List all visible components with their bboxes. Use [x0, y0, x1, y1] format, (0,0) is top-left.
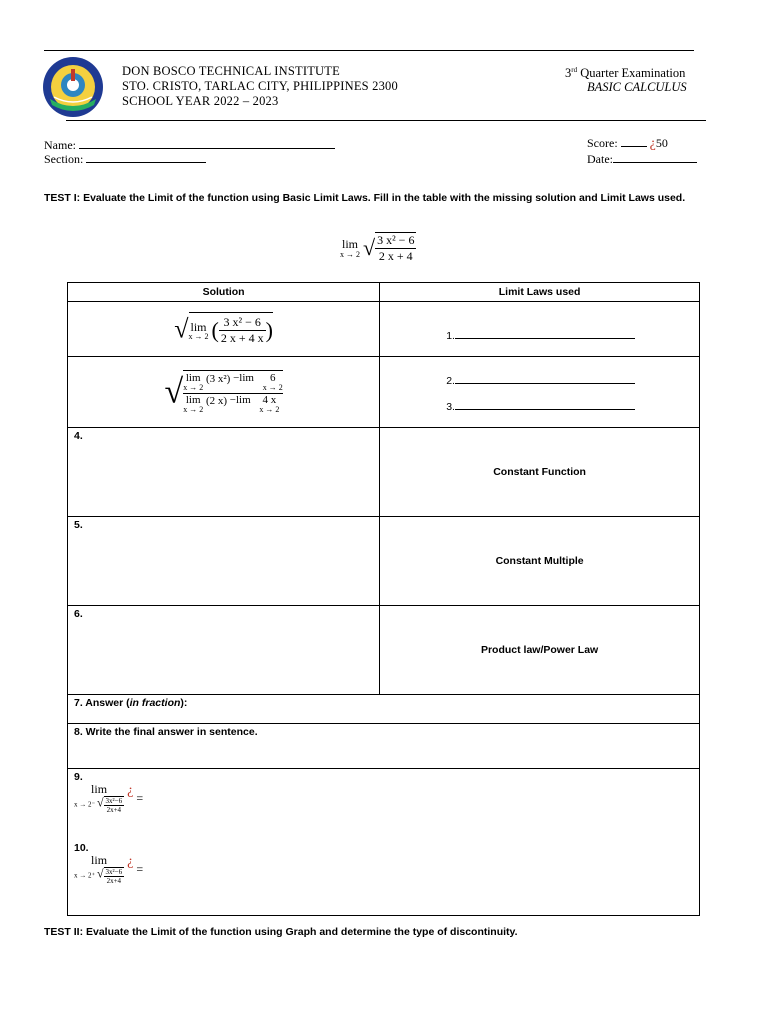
limit-law-2[interactable]: 2. — [446, 375, 699, 387]
school-year: SCHOOL YEAR 2022 – 2023 — [122, 94, 279, 108]
answer-sentence-row[interactable]: 8. Write the final answer in sentence. — [68, 724, 700, 769]
solution-step-5[interactable]: 5. — [68, 517, 380, 606]
one-sided-limits-row[interactable] — [68, 769, 700, 916]
item-9-expression: lim x → 2⁻ √ $\frac{\text{3x²−6}}{2x+4}$ ¿ = — [74, 782, 144, 814]
exam-subject: BASIC CALCULUS — [587, 80, 687, 94]
limit-law-4: Constant Function — [380, 428, 700, 517]
item-10-label: 10. — [74, 842, 89, 854]
limit-law-5: Constant Multiple — [380, 517, 700, 606]
limit-laws-table — [67, 282, 700, 916]
solution-step-1: √ lim x → 2 ( $\frac{\text{3 x² − 6}}{2 x + 4 x}$ ) — [68, 302, 380, 357]
answer-fraction-row[interactable]: 7. Answer (in fraction): — [68, 695, 700, 724]
school-logo — [40, 55, 106, 119]
limit-law-1[interactable]: 1. — [380, 302, 700, 357]
item-9-label: 9. — [74, 771, 83, 783]
section-field[interactable]: Section: — [44, 152, 206, 167]
solution-step-6[interactable]: 6. — [68, 606, 380, 695]
top-rule — [44, 50, 694, 51]
solution-step-4[interactable]: 4. — [68, 428, 380, 517]
test2-instructions: TEST II: Evaluate the Limit of the function using Graph and determine the type of discontinuity. — [44, 926, 518, 938]
limit-law-3[interactable]: 3. — [446, 401, 699, 413]
date-field[interactable]: Date: — [587, 152, 697, 167]
main-limit-expression: lim x → 2 √ $\frac{\text{3 x² − 6}}{2 x + 4}$ — [340, 233, 415, 263]
score-field[interactable]: Score: ¿50 — [587, 136, 668, 151]
solution-step-2: √ lim x → 2 (3 x²) −lim 6 x → 2 lim x → 2 (2 x) −lim 4 x x → 2 — [68, 357, 380, 428]
exam-title: 3rd Quarter Examination — [565, 66, 686, 81]
header-limit-laws: Limit Laws used — [380, 283, 700, 302]
limit-law-2-3[interactable] — [380, 357, 700, 428]
header-solution: Solution — [68, 283, 380, 302]
item-10-expression: lim x → 2⁺ √ $\frac{\text{3x²−6}}{2x+4}$ ¿ = — [74, 853, 144, 885]
limit-law-6: Product law/Power Law — [380, 606, 700, 695]
test1-instructions: TEST I: Evaluate the Limit of the function using Basic Limit Laws. Fill in the table with the missing solution and Limit Laws used. — [44, 192, 686, 204]
header-rule — [66, 120, 706, 121]
school-name: DON BOSCO TECHNICAL INSTITUTE — [122, 64, 340, 78]
school-address: STO. CRISTO, TARLAC CITY, PHILIPPINES 2300 — [122, 79, 398, 93]
name-field[interactable]: Name: — [44, 138, 335, 153]
